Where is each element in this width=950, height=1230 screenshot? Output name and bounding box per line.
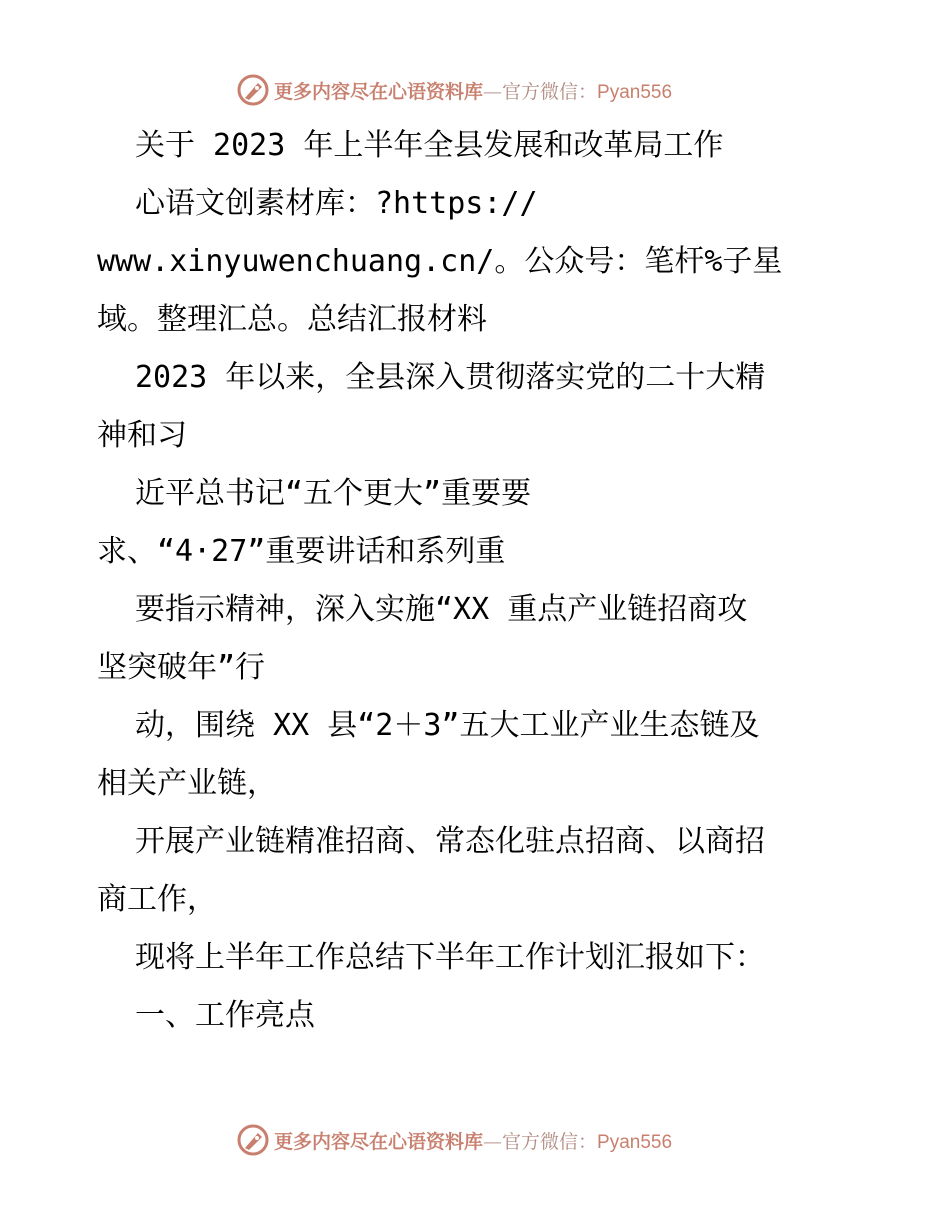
- doc-line: 心语文创素材库：?https://: [135, 186, 538, 221]
- doc-line: 近平总书记“五个更大”重要要: [135, 476, 532, 511]
- doc-line: 相关产业链，: [97, 766, 277, 801]
- watermark-separator: —: [483, 1130, 503, 1153]
- doc-line: 求、“4·27”重要讲话和系列重: [97, 534, 506, 569]
- watermark-main-text: 更多内容尽在心语资料库: [274, 80, 484, 103]
- doc-line: 商工作，: [97, 882, 217, 917]
- pen-nib-logo-icon: [236, 1123, 270, 1157]
- doc-line: www.xinyuwenchuang.cn/。公众号：笔杆%子星: [97, 244, 783, 279]
- doc-line: 现将上半年工作总结下半年工作计划汇报如下：: [135, 940, 765, 975]
- watermark-main-text: 更多内容尽在心语资料库: [274, 1130, 484, 1153]
- doc-line: 2023 年以来，全县深入贯彻落实党的二十大精: [135, 360, 766, 395]
- doc-line: 域。整理汇总。总结汇报材料: [97, 302, 487, 337]
- doc-line: 开展产业链精准招商、常态化驻点招商、以商招: [135, 824, 765, 859]
- doc-line: 神和习: [97, 418, 187, 453]
- doc-section-heading: 一、工作亮点: [135, 998, 315, 1033]
- watermark-label: 官方微信：: [502, 80, 598, 103]
- doc-line: 坚突破年”行: [97, 650, 266, 685]
- watermark-label: 官方微信：: [502, 1130, 598, 1153]
- pen-nib-logo-icon: [236, 73, 270, 107]
- watermark-wechat-id: Pyan556: [597, 81, 673, 103]
- watermark-separator: —: [483, 80, 503, 103]
- watermark-header: [0, 70, 950, 110]
- doc-line: 要指示精神，深入实施“XX 重点产业链招商攻: [135, 592, 748, 627]
- watermark-wechat-id: Pyan556: [597, 1131, 673, 1153]
- watermark-footer: [0, 1120, 950, 1160]
- doc-title: 关于 2023 年上半年全县发展和改革局工作: [135, 128, 724, 163]
- doc-line: 动，围绕 XX 县“2＋3”五大工业产业生态链及: [135, 708, 760, 743]
